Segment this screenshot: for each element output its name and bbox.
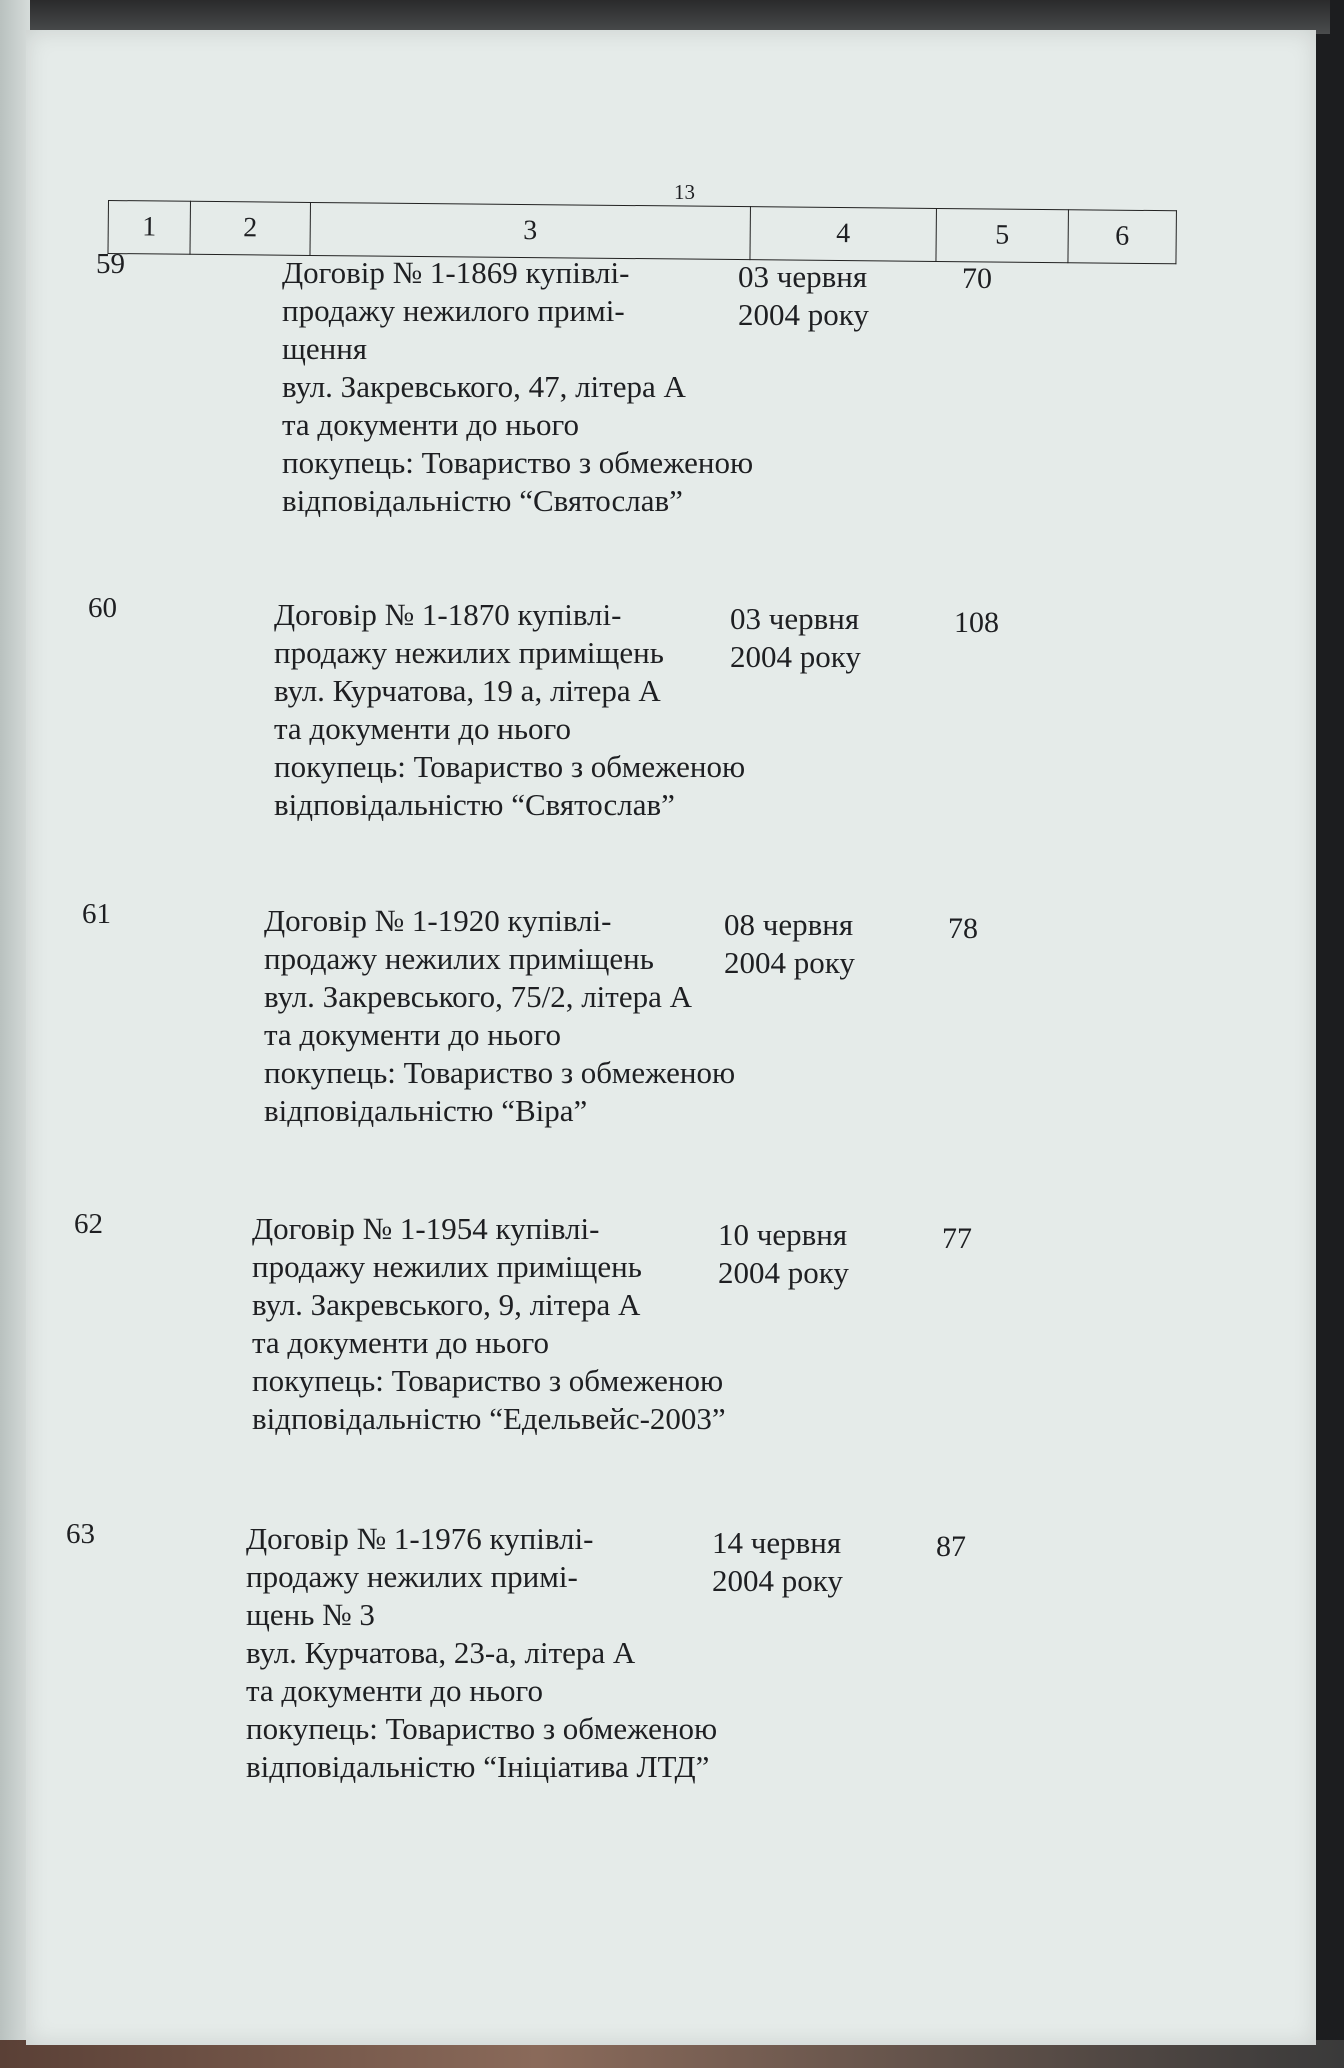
column-header-3: 3: [310, 202, 750, 259]
entry-description: [282, 254, 753, 520]
description-line: щення: [282, 331, 368, 366]
description-line: продажу нежилих примі-: [246, 1559, 578, 1594]
description-line: вул. Закревського, 9, літера А: [252, 1287, 641, 1322]
entry-description: [264, 902, 735, 1130]
column-header-5: 5: [936, 208, 1069, 262]
entry-pages: 108: [954, 606, 999, 639]
date-line: 08 червня: [724, 907, 854, 942]
entry-pages: 87: [936, 1530, 966, 1563]
entry-number: 59: [96, 248, 125, 280]
entry-description: [252, 1210, 726, 1438]
date-line: 14 червня: [712, 1525, 842, 1560]
entry-date: [738, 258, 869, 334]
description-line: Договір № 1-1870 купівлі-: [274, 597, 622, 632]
description-line: вул. Закревського, 75/2, літера А: [264, 979, 692, 1014]
description-line: щень № 3: [246, 1597, 375, 1632]
entry-date: [712, 1524, 843, 1600]
description-line: Договір № 1-1976 купівлі-: [246, 1521, 594, 1556]
date-line: 2004 року: [730, 639, 861, 674]
date-line: 10 червня: [718, 1217, 848, 1252]
description-line: продажу нежилого примі-: [282, 293, 625, 328]
description-line: та документи до нього: [264, 1017, 561, 1052]
description-line: продажу нежилих приміщень: [264, 941, 654, 976]
description-line: та документи до нього: [246, 1673, 543, 1708]
date-line: 2004 року: [724, 945, 855, 980]
description-line: продажу нежилих приміщень: [252, 1249, 642, 1284]
date-line: 2004 року: [712, 1563, 843, 1598]
description-line: відповідальністю “Віра”: [264, 1093, 588, 1128]
column-header-4: 4: [750, 207, 937, 262]
description-line: відповідальністю “Святослав”: [274, 787, 675, 822]
description-line: Договір № 1-1920 купівлі-: [264, 903, 612, 938]
description-line: та документи до нього: [282, 407, 579, 442]
entry-number: 60: [88, 592, 117, 624]
entry-description: [274, 596, 745, 824]
entry-number: 63: [66, 1518, 95, 1550]
page-number: 13: [674, 180, 695, 204]
date-line: 03 червня: [730, 601, 860, 636]
description-line: вул. Курчатова, 19 а, літера А: [274, 673, 661, 708]
date-line: 2004 року: [718, 1255, 849, 1290]
description-line: покупець: Товариство з обмеженою: [264, 1055, 736, 1090]
description-line: відповідальністю “Ініціатива ЛТД”: [246, 1749, 710, 1784]
column-header-2: 2: [190, 201, 311, 255]
description-line: покупець: Товариство з обмеженою: [246, 1711, 718, 1746]
entry-date: [718, 1216, 849, 1292]
description-line: та документи до нього: [274, 711, 571, 746]
date-line: 03 червня: [738, 259, 868, 294]
scan-top-edge: [30, 0, 1330, 34]
description-line: покупець: Товариство з обмеженою: [274, 749, 746, 784]
entry-description: [246, 1520, 717, 1786]
entry-pages: 78: [948, 912, 978, 945]
description-line: покупець: Товариство з обмеженою: [252, 1363, 724, 1398]
description-line: Договір № 1-1954 купівлі-: [252, 1211, 600, 1246]
document-page: [26, 30, 1316, 2045]
description-line: Договір № 1-1869 купівлі-: [282, 255, 630, 290]
date-line: 2004 року: [738, 297, 869, 332]
description-line: покупець: Товариство з обмеженою: [282, 445, 754, 480]
entry-number: 62: [74, 1208, 103, 1240]
column-header-1: 1: [108, 201, 191, 255]
description-line: та документи до нього: [252, 1325, 549, 1360]
entry-pages: 77: [942, 1222, 972, 1255]
entry-pages: 70: [962, 262, 992, 295]
description-line: вул. Курчатова, 23-а, літера А: [246, 1635, 636, 1670]
description-line: відповідальністю “Святослав”: [282, 483, 683, 518]
description-line: продажу нежилих приміщень: [274, 635, 664, 670]
column-header-6: 6: [1068, 210, 1177, 264]
description-line: вул. Закревського, 47, літера А: [282, 369, 686, 404]
description-line: відповідальністю “Едельвейс-2003”: [252, 1401, 726, 1436]
entry-date: [724, 906, 855, 982]
entry-date: [730, 600, 861, 676]
entry-number: 61: [82, 898, 111, 930]
